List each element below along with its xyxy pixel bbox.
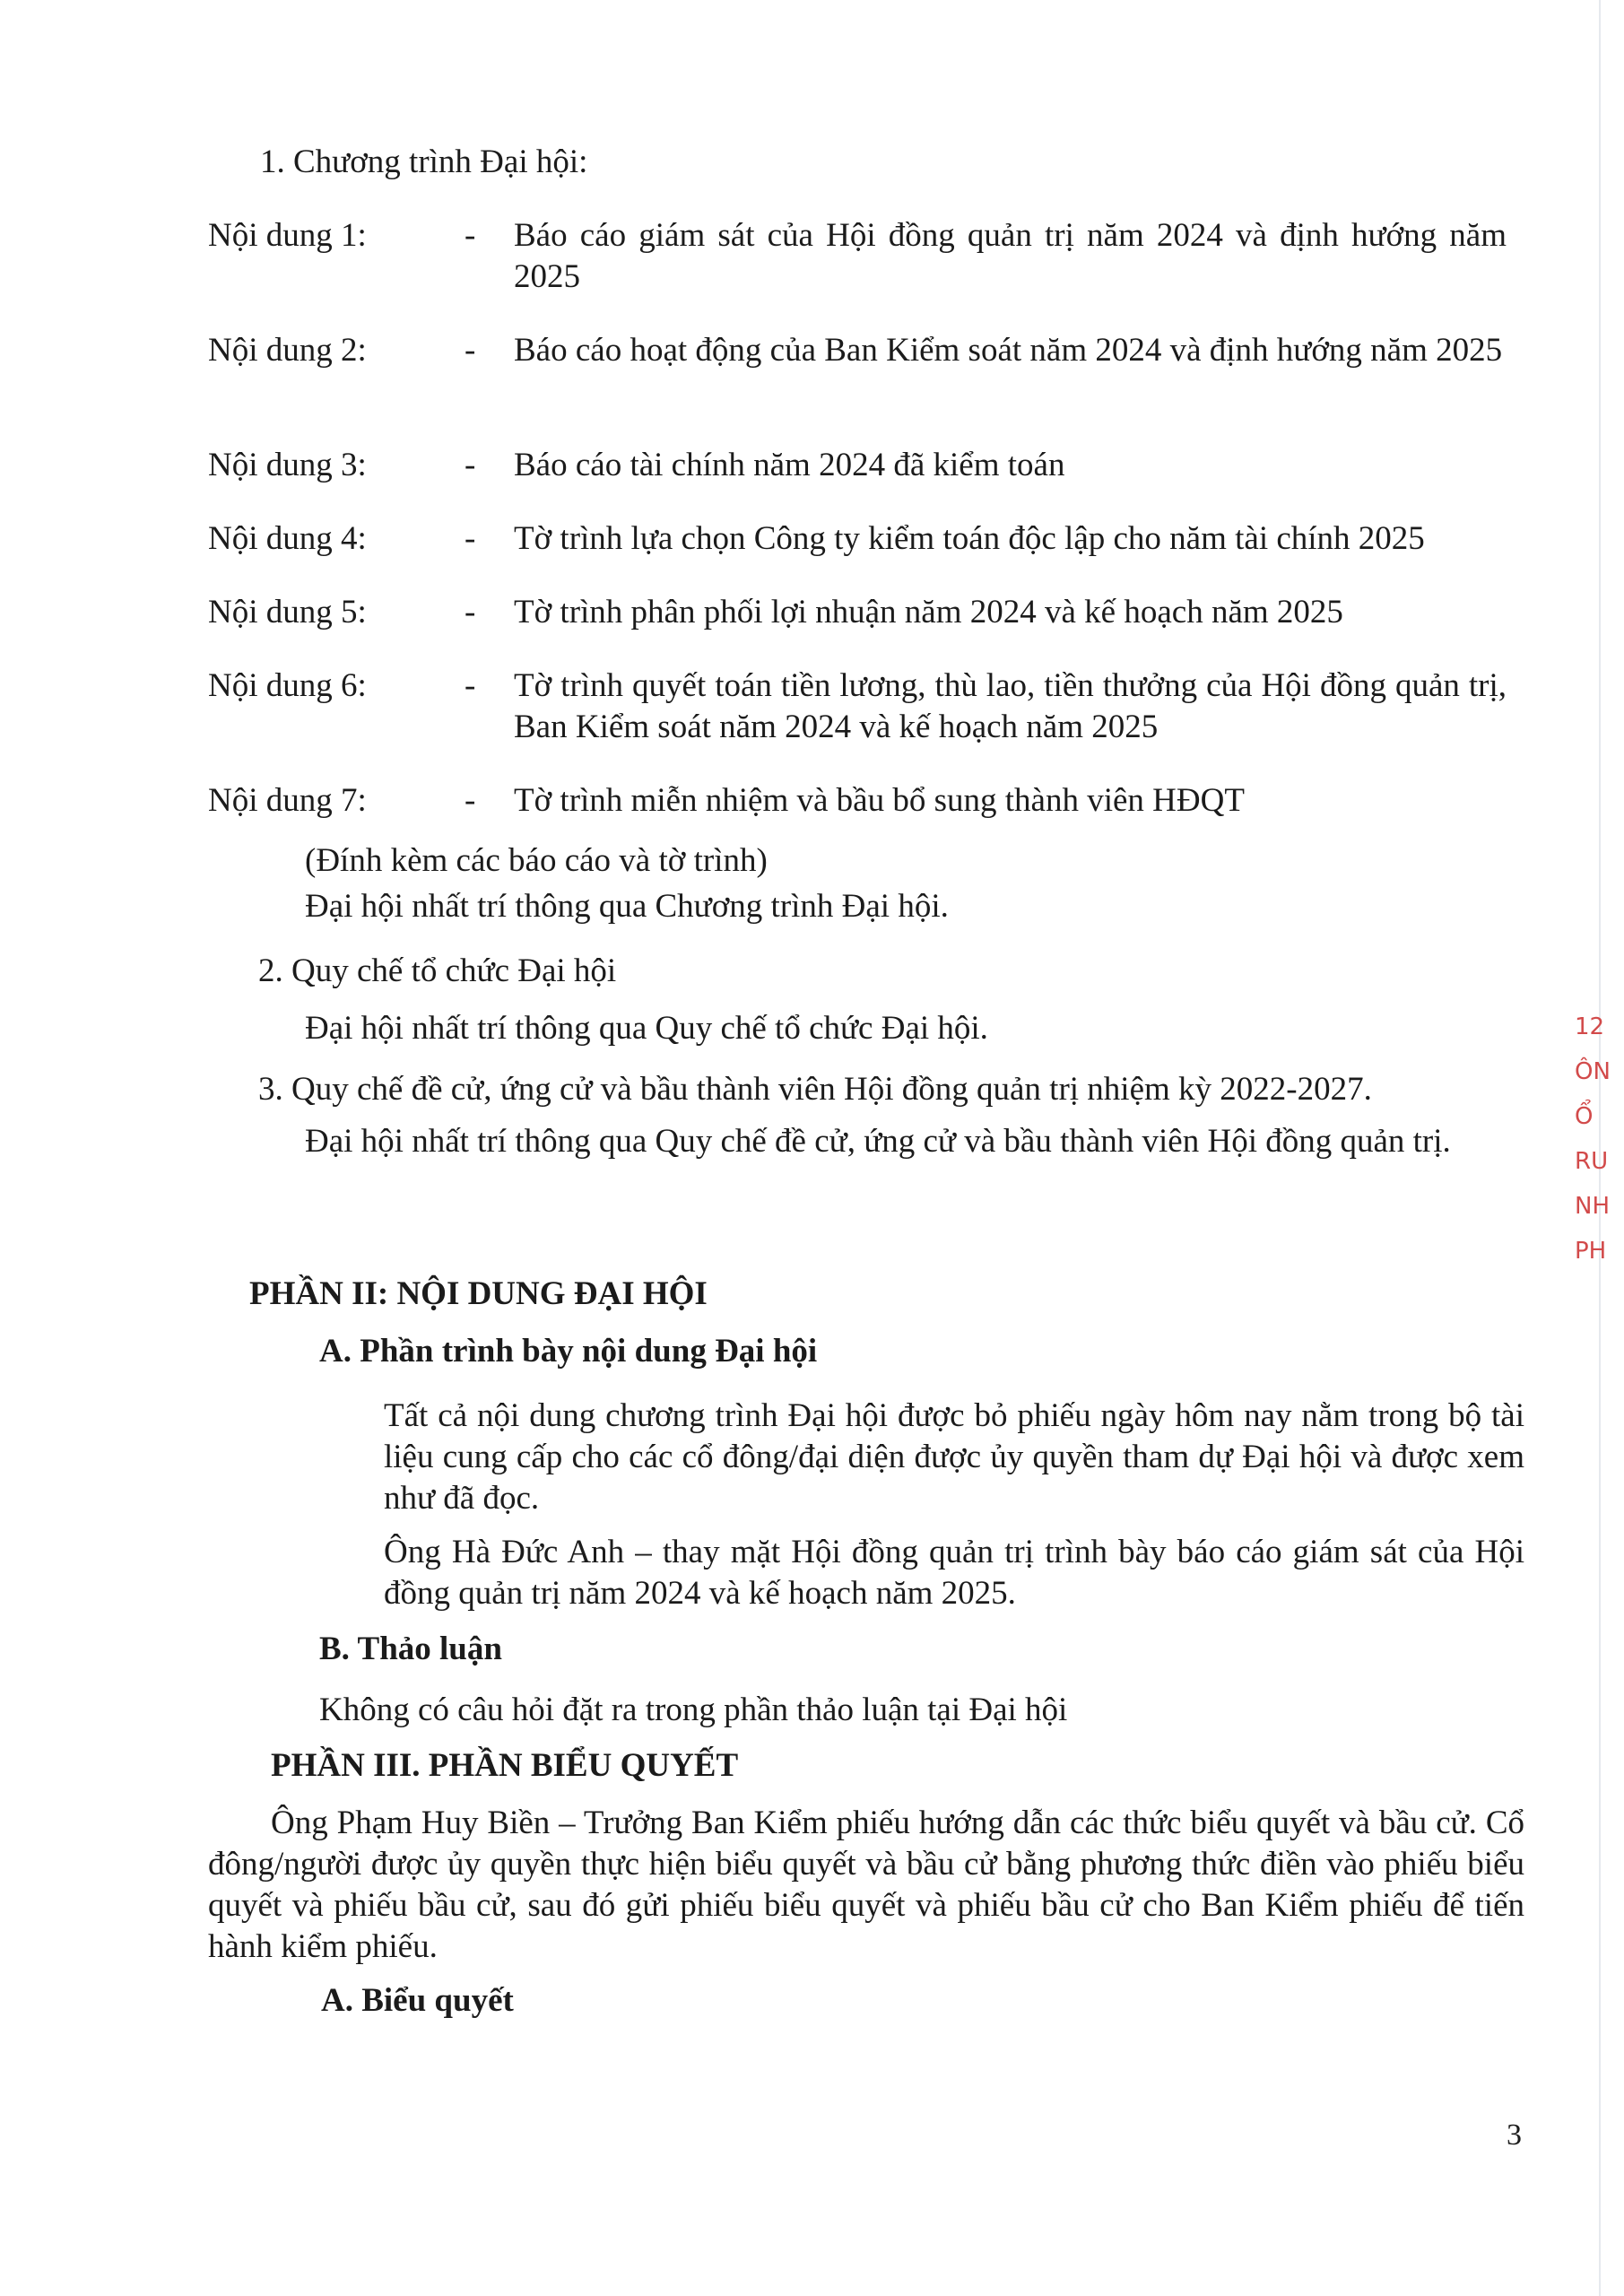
part2-subB-paragraph: Không có câu hỏi đặt ra trong phần thảo luận tại Đại hội xyxy=(319,1692,1068,1728)
section2-heading: 2. Quy chế tổ chức Đại hội xyxy=(258,952,617,989)
agenda-dash: - xyxy=(465,520,476,557)
agenda-dash: - xyxy=(465,447,476,483)
agenda-label: Nội dung 5: xyxy=(208,594,367,631)
red-stamp-fragment xyxy=(1575,1004,1623,1300)
part2-subA-heading: A. Phần trình bày nội dung Đại hội xyxy=(319,1333,818,1370)
agenda-text: Báo cáo hoạt động của Ban Kiểm soát năm 2024 và định hướng năm 2025 xyxy=(514,332,1503,369)
agenda-text: Báo cáo giám sát của Hội đồng quản trị năm 2024 và định hướng năm 2025 xyxy=(514,217,1507,295)
part2-subA-paragraph-1: Tất cả nội dung chương trình Đại hội được bỏ phiếu ngày hôm nay nằm trong bộ tài liệu cung cấp cho các cổ đông/đại diện được ủy quyền tham dự Đại hội và được xem như đã đọc. xyxy=(384,1397,1524,1517)
stamp-text-fragment: 12 xyxy=(1575,1013,1605,1040)
agenda-text: Báo cáo tài chính năm 2024 đã kiểm toán xyxy=(514,447,1065,483)
stamp-text-fragment: Ổ xyxy=(1575,1103,1594,1130)
part3-paragraph: Ông Phạm Huy Biền – Trưởng Ban Kiểm phiếu hướng dẫn các thức biểu quyết và bầu cử. Cổ đông/người được ủy quyền thực hiện biểu quyết và bầu cử bằng phương thức điền vào phiếu biểu quyết và phiếu bầu cử, sau đó gửi phiếu biểu quyết và phiếu bầu cử cho Ban Kiểm phiếu để tiến hành kiểm phiếu. xyxy=(208,1805,1524,1965)
agenda-label: Nội dung 4: xyxy=(208,520,367,557)
stamp-text-fragment: RU xyxy=(1575,1148,1609,1175)
agenda-label: Nội dung 6: xyxy=(208,667,367,704)
agenda-dash: - xyxy=(465,217,476,254)
agenda-label: Nội dung 7: xyxy=(208,782,367,819)
agenda-dash: - xyxy=(465,332,476,369)
agenda-dash: - xyxy=(465,667,476,704)
section1-approval: Đại hội nhất trí thông qua Chương trình Đại hội. xyxy=(305,888,949,925)
agenda-label: Nội dung 3: xyxy=(208,447,367,483)
part3-subA-heading: A. Biểu quyết xyxy=(321,1982,514,2019)
agenda-text: Tờ trình lựa chọn Công ty kiểm toán độc lập cho năm tài chính 2025 xyxy=(514,520,1425,557)
agenda-text: Tờ trình quyết toán tiền lương, thù lao, tiền thưởng của Hội đồng quản trị, Ban Kiểm soát năm 2024 và kế hoạch năm 2025 xyxy=(514,667,1507,745)
agenda-text: Tờ trình phân phối lợi nhuận năm 2024 và kế hoạch năm 2025 xyxy=(514,594,1343,631)
part3-heading: PHẦN III. PHẦN BIỂU QUYẾT xyxy=(271,1747,739,1784)
page-number: 3 xyxy=(1507,2118,1522,2152)
agenda-text: Tờ trình miễn nhiệm và bầu bổ sung thành viên HĐQT xyxy=(514,782,1245,819)
part2-subA-paragraph-2: Ông Hà Đức Anh – thay mặt Hội đồng quản trị trình bày báo cáo giám sát của Hội đồng quản trị năm 2024 và kế hoạch năm 2025. xyxy=(384,1534,1524,1612)
section2-approval: Đại hội nhất trí thông qua Quy chế tổ chức Đại hội. xyxy=(305,1010,988,1047)
attachment-note: (Đính kèm các báo cáo và tờ trình) xyxy=(305,842,768,879)
stamp-text-fragment: ÔN xyxy=(1575,1058,1611,1085)
section3-approval: Đại hội nhất trí thông qua Quy chế đề cử, ứng cử và bầu thành viên Hội đồng quản trị. xyxy=(305,1123,1451,1160)
part2-heading: PHẦN II: NỘI DUNG ĐẠI HỘI xyxy=(249,1275,708,1312)
part2-subB-heading: B. Thảo luận xyxy=(319,1631,502,1667)
agenda-dash: - xyxy=(465,782,476,819)
stamp-text-fragment: PH xyxy=(1575,1238,1607,1265)
stamp-text-fragment: NH xyxy=(1575,1193,1610,1220)
section1-heading: 1. Chương trình Đại hội: xyxy=(260,144,588,180)
section3-heading: 3. Quy chế đề cử, ứng cử và bầu thành viên Hội đồng quản trị nhiệm kỳ 2022-2027. xyxy=(258,1071,1372,1108)
agenda-dash: - xyxy=(465,594,476,631)
agenda-label: Nội dung 1: xyxy=(208,217,367,254)
agenda-label: Nội dung 2: xyxy=(208,332,367,369)
